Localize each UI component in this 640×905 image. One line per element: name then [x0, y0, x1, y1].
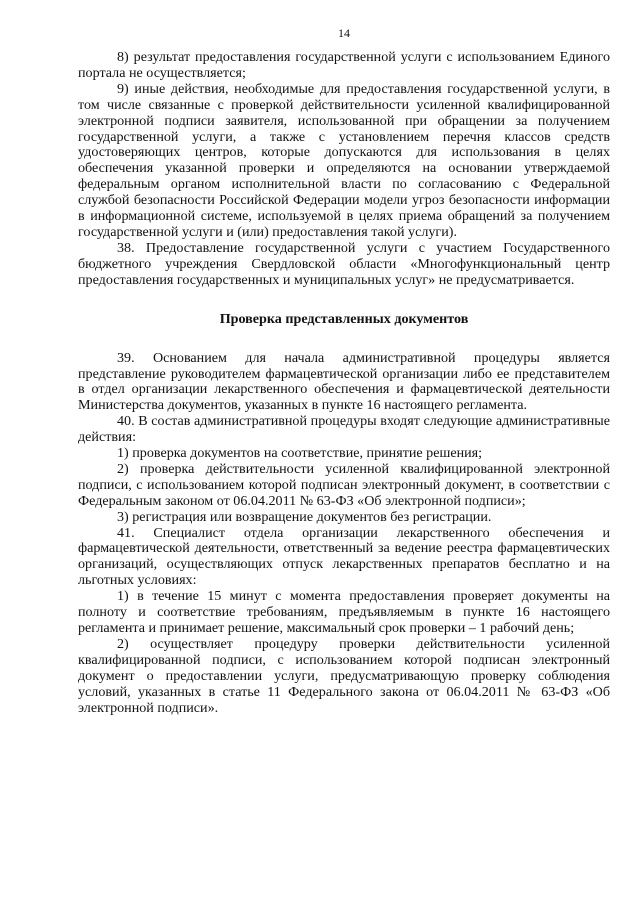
paragraph-40-item-3: 3) регистрация или возвращение документов без регистрации. — [117, 508, 492, 525]
paragraph-41-item-2: 2) осуществляет процедуру проверки действительности усиленной квалифицированной подписи, с использованием которой подписан электронный документ о предоставлении услуги, предусматривающую проверку соблюдения условий, указанных в статье 11 Федерального закона от 06.04.2011 № 63-ФЗ «Об электронной подписи». — [78, 635, 610, 716]
paragraph-40-item-1: 1) проверка документов на соответствие, принятие решения; — [117, 445, 483, 462]
paragraph-40-item-2: 2) проверка действительности усиленной квалифицированной электронной подписи, с использованием которой подписан электронный документ, в соответствии с Федеральным законом от 06.04.2011 № 63-ФЗ «Об электронной подписи»; — [78, 460, 610, 509]
paragraph-item-9: 9) иные действия, необходимые для предоставления государственной услуги, в том числе связанные с проверкой действительности усиленной квалифицированной электронной подписи заявителя, использованной при обращении за получением государственной услуги, а также с установлением перечня классов средств удостоверяющих центров, которые допускаются для использования в целях обеспечения указанной проверки и определяются на основании утверждаемой федеральным органом исполнительной власти по согласованию с Федеральной службой безопасности Российской Федерации модели угроз безопасности информации в информационной системе, используемой в целях приема обращений за получением государственной услуги и (или) предоставления такой услуги). — [78, 80, 610, 240]
paragraph-38: 38. Предоставление государственной услуги с участием Государственного бюджетного учреждения Свердловской области «Многофункциональный центр предоставления государственных и муниципальных услуг» не предусматривается. — [78, 239, 610, 288]
paragraph-item-8: 8) результат предоставления государственной услуги с использованием Единого портала не осуществляется; — [78, 49, 610, 81]
paragraph-40: 40. В состав административной процедуры входят следующие административные действия: — [78, 413, 610, 446]
paragraph-39: 39. Основанием для начала административной процедуры является представление руководителем фармацевтической организации либо ее представителем в отдел организации лекарственного обеспечения и фармацевтической деятельности Министерства документов, указанных в пункте 16 настоящего регламента. — [78, 349, 610, 414]
section-heading: Проверка представленных документов — [219, 310, 469, 327]
page-number: 14 — [338, 26, 350, 40]
paragraph-41: 41. Специалист отдела организации лекарственного обеспечения и фармацевтической деятельности, ответственный за ведение реестра фармацевтических организаций, осуществляющих отпуск лекарственных препаратов бесплатно и на льготных условиях: — [78, 524, 610, 589]
paragraph-41-item-1: 1) в течение 15 минут с момента предоставления проверяет документы на полноту и соответствие требованиям, предъявляемым в пункте 16 настоящего регламента и принимает решение, максимальный срок проверки – 1 рабочий день; — [78, 588, 610, 636]
